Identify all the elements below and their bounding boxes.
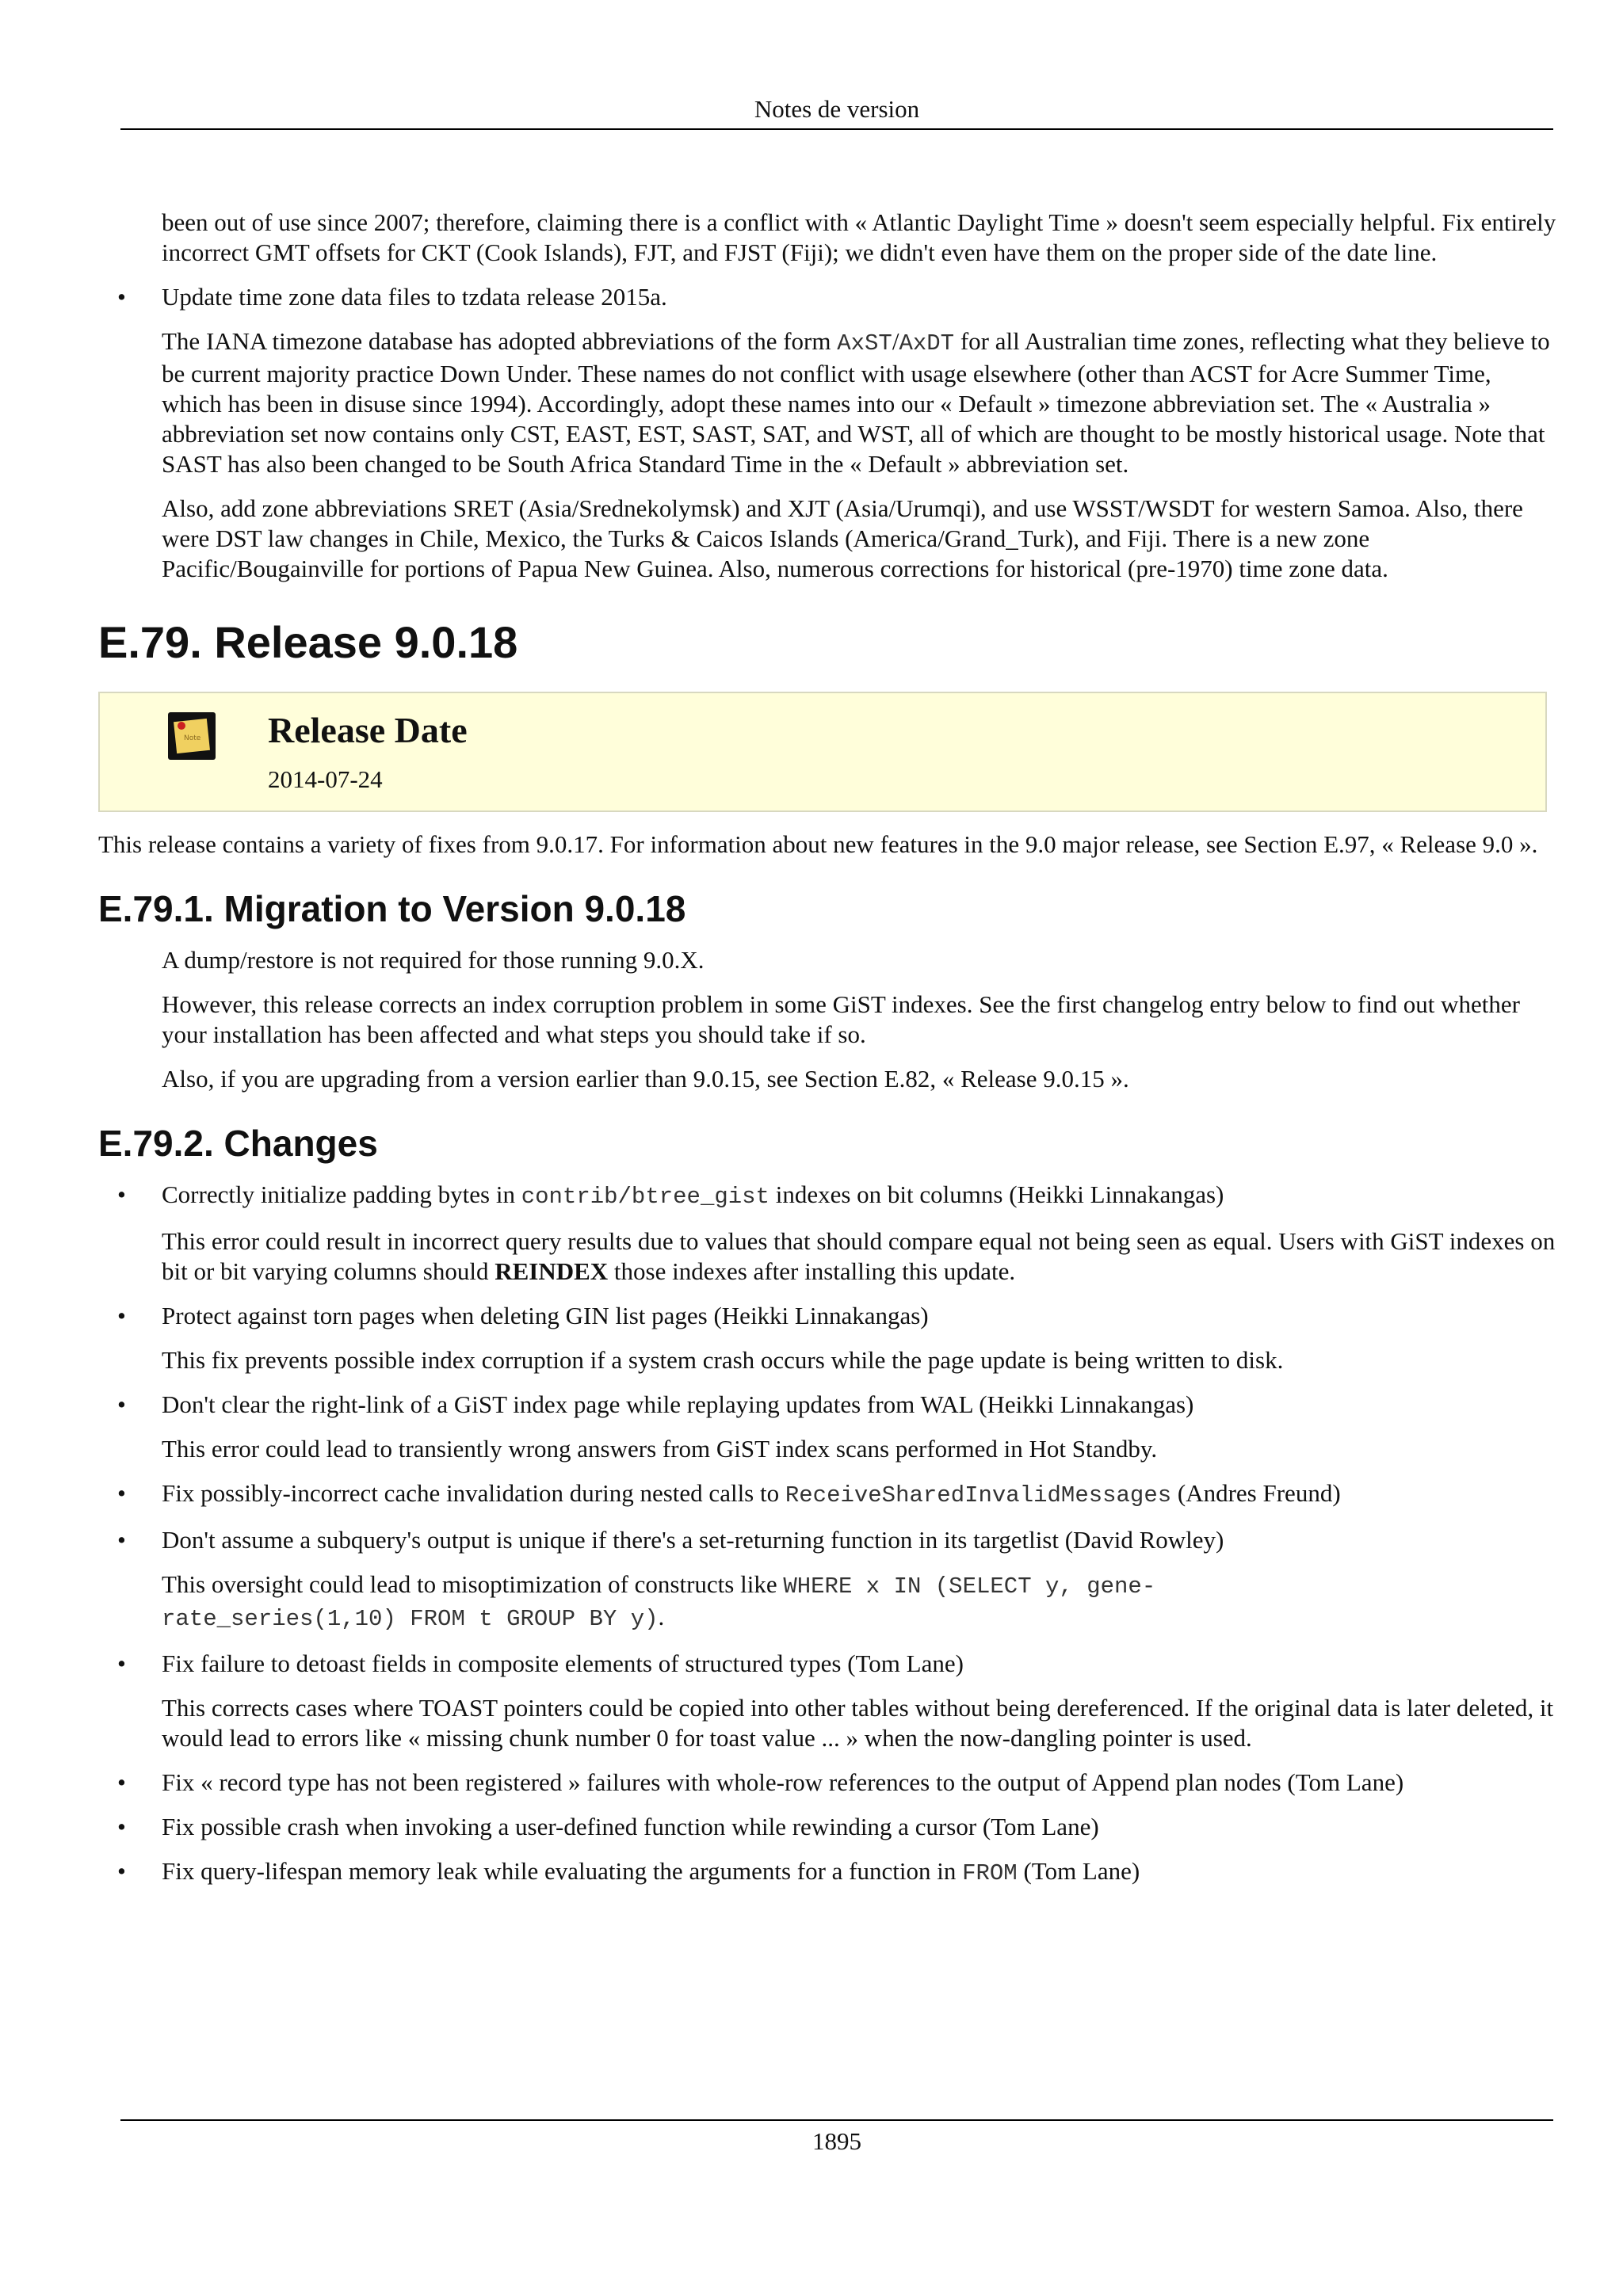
bullet-marker: • [117, 1390, 126, 1418]
list-item: • Correctly initialize padding bytes in contrib/btree_gist indexes on bit columns (Heikki Linnakangas) This error could result in incorrect query results due to values that should compare equal not being seen as equal. Users with GiST indexes on bit or bit varying columns should REINDEX those indexes after installing this update. [117, 1180, 1556, 1285]
bullet-marker: • [117, 1650, 126, 1677]
page-content [98, 208, 1556, 1903]
list-item: • Don't clear the right-link of a GiST index page while replaying updates from WAL (Heikki Linnakangas) This error could lead to transiently wrong answers from GiST index scans performed in Hot Standby. [117, 1390, 1194, 1463]
inline-code: FROM [962, 1860, 1018, 1886]
inline-code: contrib/btree_gist [521, 1184, 769, 1210]
note-icon: Note [168, 712, 216, 760]
migration-title: E.79.1. Migration to Version 9.0.18 [98, 888, 686, 929]
list-item-text: Update time zone data files to tzdata release 2015a. [162, 283, 667, 311]
running-header: Notes de version [120, 93, 1553, 130]
release-date: 2014-07-24 [268, 765, 383, 793]
inline-code: WHERE x IN (SELECT y, gene- [783, 1573, 1156, 1600]
bullet-marker: • [117, 283, 126, 311]
changes-list [98, 1180, 1556, 1889]
list-item: • Don't assume a subquery's output is unique if there's a set-returning function in its targetlist (David Rowley) This oversight could lead to misoptimization of constructs like WHERE x IN (SELECT y, gene- rate_series(1,10) FROM t GROUP BY y). [117, 1526, 1224, 1632]
bullet-marker: • [117, 1302, 126, 1329]
bullet-marker: • [117, 1813, 126, 1840]
list-item [98, 282, 1556, 584]
migration-paragraph: A dump/restore is not required for those running 9.0.X. [162, 946, 705, 974]
note-title: Release Date [268, 710, 468, 750]
list-item: • Fix failure to detoast fields in composite elements of structured types (Tom Lane) This corrects cases where TOAST pointers could be copied into other tables without being dereferenced. If the original data is later deleted, it would lead to errors like « missing chunk number 0 for toast value ... » when the now-dangling pointer is used. [117, 1650, 1554, 1752]
list-item: • Fix possible crash when invoking a user-defined function while rewinding a cursor (Tom Lane) [117, 1813, 1099, 1840]
migration-paragraph: Also, if you are upgrading from a version earlier than 9.0.15, see Section E.82, « Release 9.0.15 ». [162, 1065, 1129, 1093]
continuation-paragraph: been out of use since 2007; therefore, claiming there is a conflict with « Atlantic Daylight Time » doesn't seem especially helpful. Fix entirely incorrect GMT offsets for CKT (Cook Islands), FJT, and FJST (Fiji); we didn't even have them on the proper side of the date line. [162, 208, 1556, 266]
list-item: • Fix « record type has not been registered » failures with whole-row references to the output of Append plan nodes (Tom Lane) [117, 1768, 1404, 1796]
list-item: • Fix possibly-incorrect cache invalidation during nested calls to ReceiveSharedInvalidMessages (Andres Freund) [117, 1479, 1341, 1508]
tz-abbrev-paragraph: The IANA timezone database has adopted abbreviations of the form AxST/AxDT for all Australian time zones, reflecting what they believe to be current majority practice Down Under. These names do not conflict with usage elsewhere (other than ACST for Acre Summer Time, which has been in disuse since 1994). Accordingly, adopt these names into our « Default » timezone abbreviation set. The « Australia » abbreviation set now contains only CST, EAST, EST, SAST, SAT, and WST, all of which are thought to be mostly historical usage. Note that SAST has also been changed to be South Africa Standard Time in the « Default » abbreviation set. [162, 327, 1550, 478]
tz-zones-paragraph: Also, add zone abbreviations SRET (Asia/Srednekolymsk) and XJT (Asia/Urumqi), and use WSST/WSDT for western Samoa. Also, there were DST law changes in Chile, Mexico, the Turks & Caicos Islands (America/Grand_Turk), and Fiji. There is a new zone Pacific/Bougainville for portions of Papua New Guinea. Also, numerous corrections for historical (pre-1970) time zone data. [162, 494, 1523, 582]
inline-code: AxDT [899, 330, 955, 357]
list-item: • Fix query-lifespan memory leak while evaluating the arguments for a function in FROM (Tom Lane) [117, 1857, 1140, 1886]
bullet-marker: • [117, 1180, 126, 1208]
inline-code: rate_series(1,10) FROM t GROUP BY y) [162, 1606, 659, 1632]
bold-command: REINDEX [495, 1257, 609, 1285]
section-title: E.79. Release 9.0.18 [98, 617, 518, 667]
inline-code: ReceiveSharedInvalidMessages [785, 1482, 1172, 1508]
bullet-marker: • [117, 1857, 126, 1885]
inline-code: AxST [837, 330, 892, 357]
bullet-marker: • [117, 1526, 126, 1554]
section-intro: This release contains a variety of fixes from 9.0.17. For information about new features in the 9.0 major release, see Section E.97, « Release 9.0 ». [98, 830, 1538, 858]
page-number: 1895 [120, 2119, 1553, 2157]
release-date-note [98, 692, 1547, 812]
bullet-marker: • [117, 1479, 126, 1507]
intro-list [98, 282, 1556, 584]
changes-title: E.79.2. Changes [98, 1123, 378, 1164]
migration-paragraph: However, this release corrects an index corruption problem in some GiST indexes. See the first changelog entry below to find out whether your installation has been affected and what steps you should take if so. [162, 990, 1520, 1048]
bullet-marker: • [117, 1768, 126, 1796]
list-item: • Protect against torn pages when deleting GIN list pages (Heikki Linnakangas) This fix prevents possible index corruption if a system crash occurs while the page update is being written to disk. [117, 1302, 1284, 1374]
